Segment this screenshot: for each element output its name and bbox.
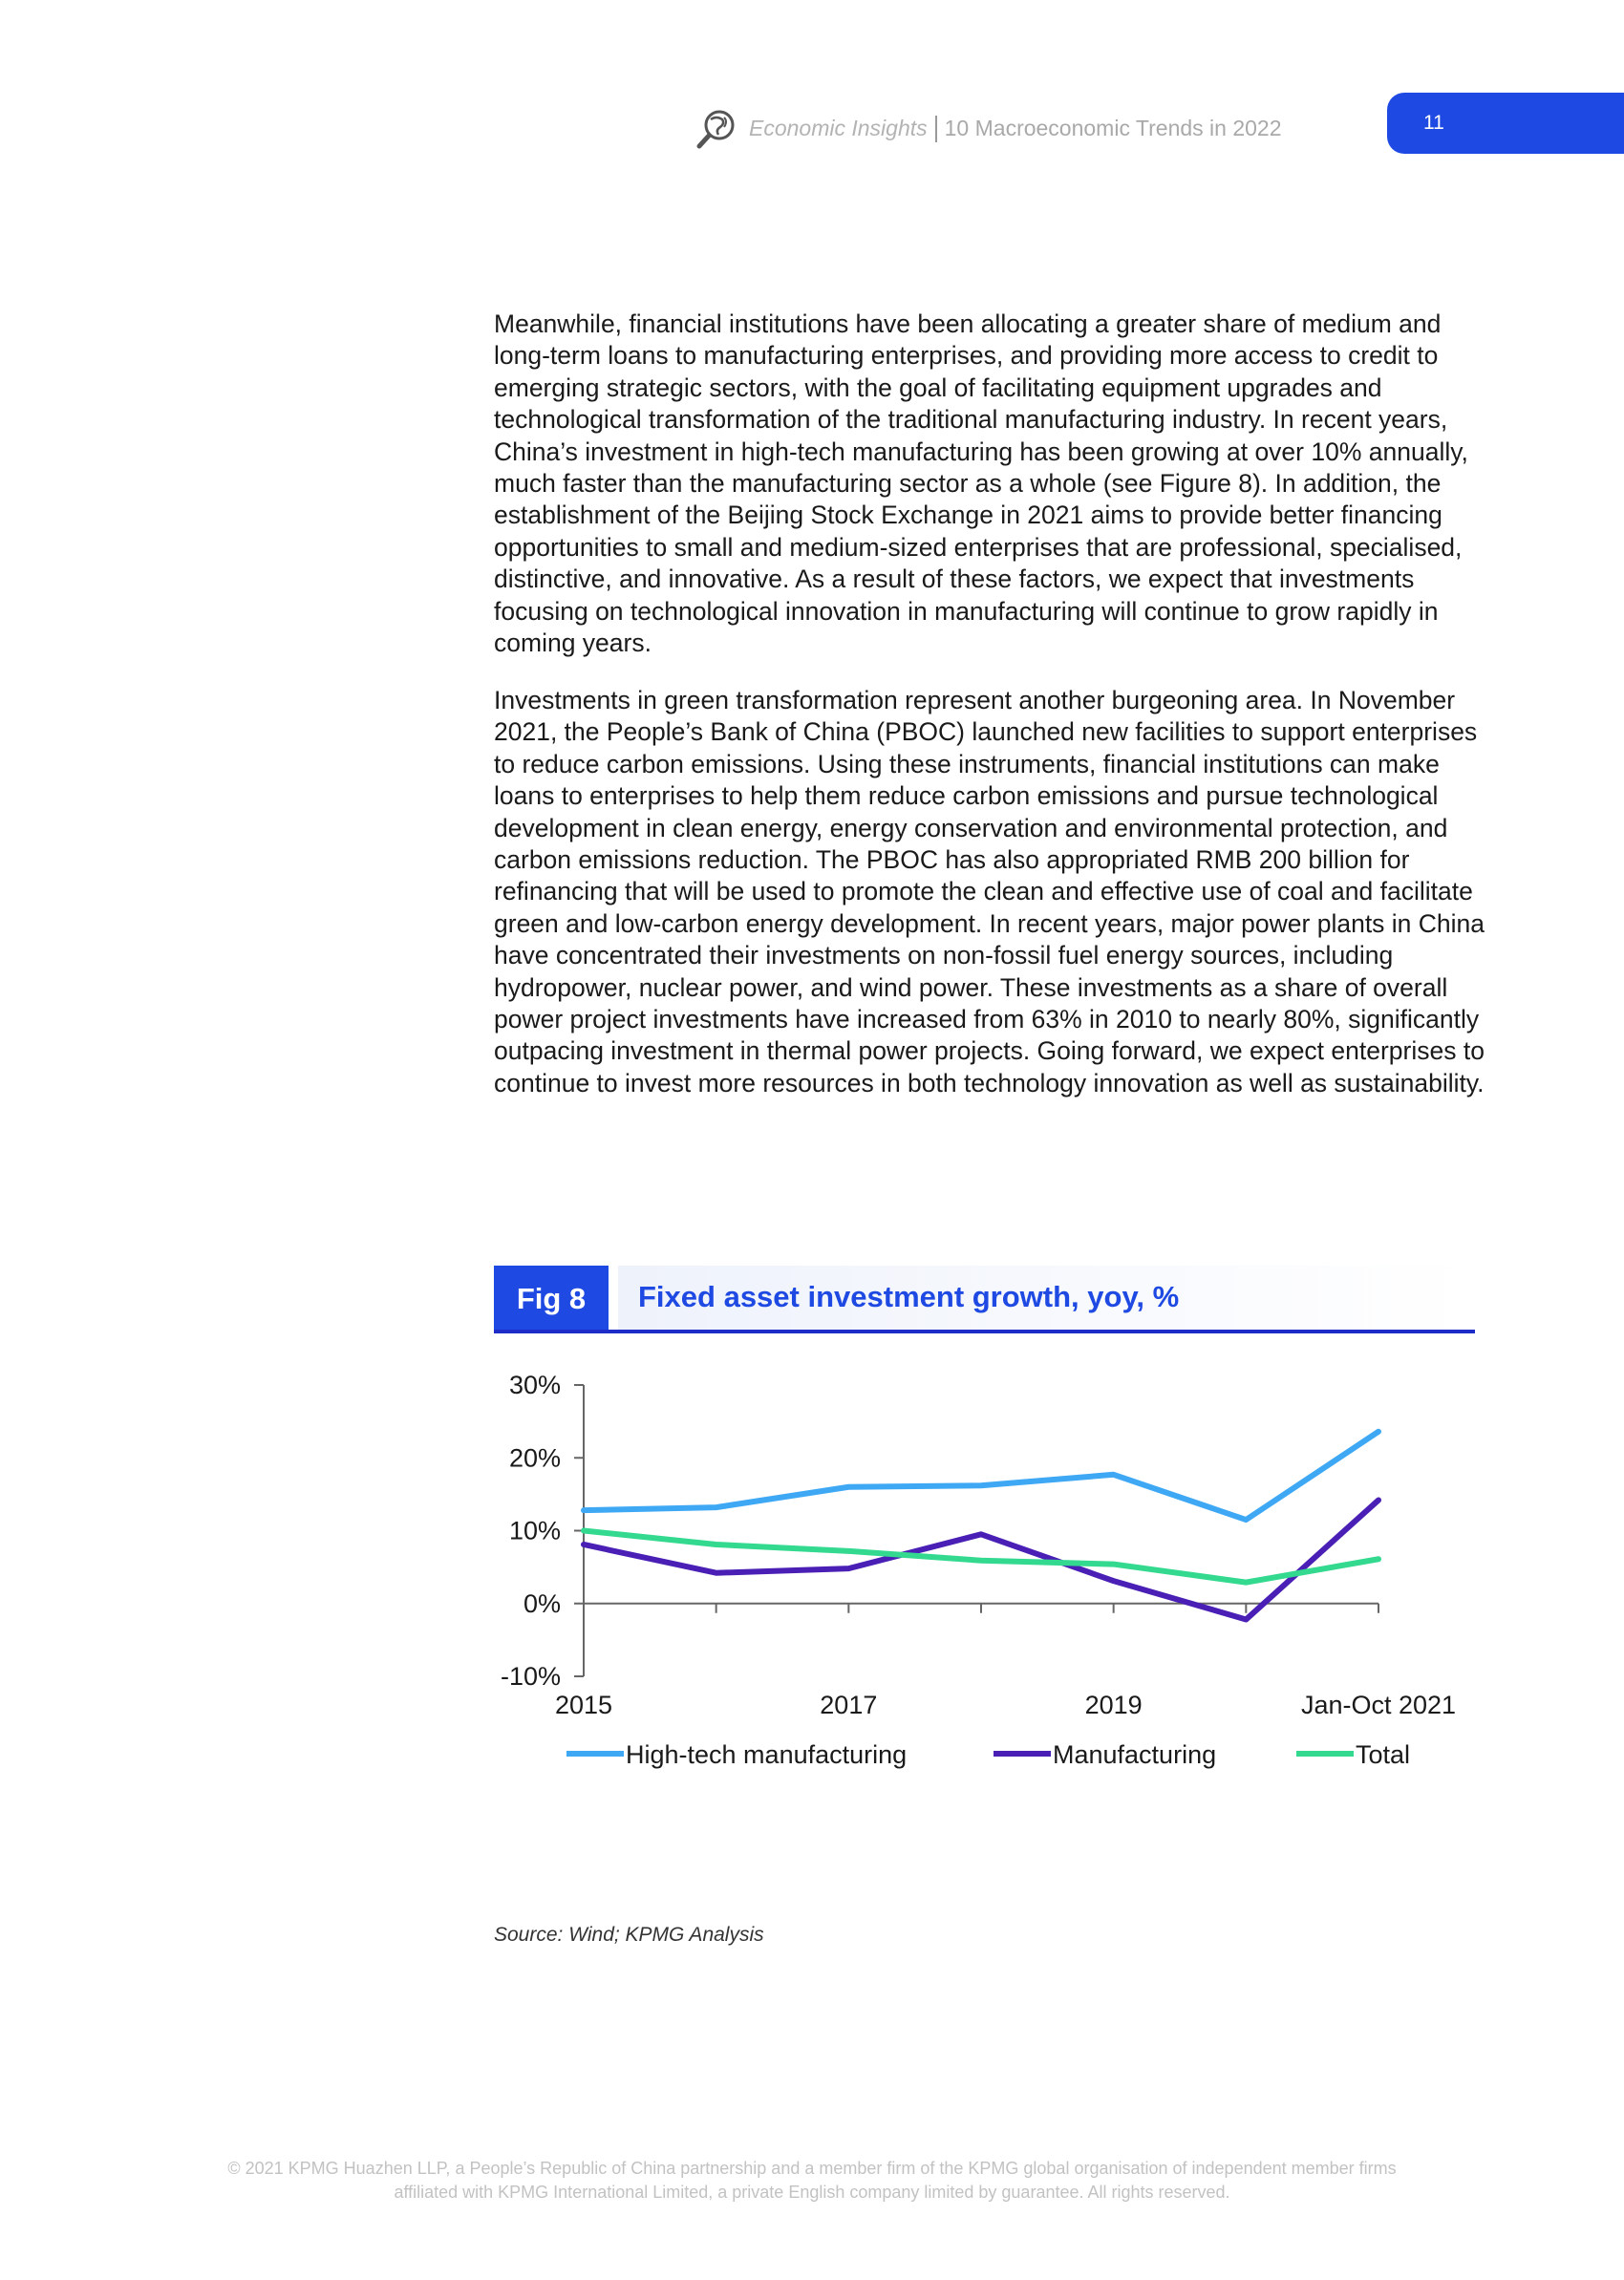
body-paragraph-1: [494, 309, 1487, 659]
header-report-title: 10 Macroeconomic Trends in 2022: [944, 115, 1282, 140]
figure-title-rule: [494, 1330, 1475, 1333]
x-tick-label: Jan-Oct 2021: [1300, 1691, 1457, 1719]
y-tick-label: 0%: [523, 1588, 561, 1618]
series-line: [584, 1432, 1378, 1520]
figure-source: Source: Wind; KPMG Analysis: [494, 1924, 764, 1946]
figure-label: [494, 1266, 609, 1332]
page-number-tab: [1387, 93, 1624, 154]
header-brand: Economic Insights: [749, 115, 928, 140]
y-tick-label: 30%: [508, 1371, 561, 1399]
header-separator: [935, 116, 937, 142]
x-tick-label: 2017: [820, 1691, 878, 1719]
footer-line-2: affiliated with KPMG International Limited, a private English company limited by guarantee. All rights reserved.: [394, 2183, 1230, 2202]
x-tick-label: 2015: [554, 1691, 613, 1719]
paragraph-text: Investments in green transformation represent another burgeoning area. In November 2021, the People’s Bank of China (PBOC) launched new facilities to support enterprises to reduce carbon emissions. Using these instruments, financial institutions can make loans to enterprises to help them reduce carbon emissions and pursue technological development in clean energy, energy conservation and environmental protection, and carbon emissions reduction. The PBOC has also appropriated RMB 200 billion for refinancing that will be used to promote the clean and effective use of coal and facilitate green and low-carbon energy development. In recent years, major power plants in China have concentrated their investments on non-fossil fuel energy sources, including hydropower, nuclear power, and wind power. These investments as a share of overall power project investments have increased from 63% in 2010 to nearly 80%, significantly outpacing investment in thermal power projects. Going forward, we expect enterprises to continue to invest more resources in both technology innovation as well as sustainability.: [494, 686, 1485, 1097]
body-paragraph-2: [494, 685, 1487, 1099]
legend-label: Total: [1356, 1740, 1411, 1769]
legend-label: Manufacturing: [1053, 1740, 1217, 1769]
globe-magnifier-icon: [695, 108, 737, 150]
y-tick-label: 10%: [508, 1516, 561, 1545]
figure-label-text: Fig 8: [516, 1282, 587, 1315]
x-tick-label: 2019: [1084, 1691, 1143, 1719]
copyright-footer: [143, 2157, 1481, 2205]
y-tick-label: 20%: [508, 1443, 561, 1473]
y-tick-label: -10%: [500, 1662, 561, 1691]
line-chart: [478, 1356, 1490, 1872]
footer-line-1: © 2021 KPMG Huazhen LLP, a People’s Republic of China partnership and a member firm of the KPMG global organisation of independent member firms: [227, 2159, 1397, 2178]
page-number: 11: [1423, 112, 1444, 134]
header-title: [749, 116, 1282, 143]
page-header: [695, 100, 1282, 158]
series-line: [584, 1531, 1378, 1583]
paragraph-text: Meanwhile, financial institutions have been allocating a greater share of medium and long-term loans to manufacturing enterprises, and providing more access to credit to emerging strategic sectors, with the goal of facilitating equipment upgrades and technological transformation of the traditional manufacturing industry. In recent years, China’s investment in high-tech manufacturing has been growing at over 10% annually, much faster than the manufacturing sector as a whole (see Figure 8). In addition, the establishment of the Beijing Stock Exchange in 2021 aims to provide better financing opportunities to small and medium-sized enterprises that are professional, specialised, distinctive, and innovative. As a result of these factors, we expect that investments focusing on technological innovation in manufacturing will continue to grow rapidly in coming years.: [494, 309, 1468, 658]
figure-title: Fixed asset investment growth, yoy, %: [638, 1280, 1180, 1313]
legend-label: High-tech manufacturing: [626, 1740, 908, 1769]
